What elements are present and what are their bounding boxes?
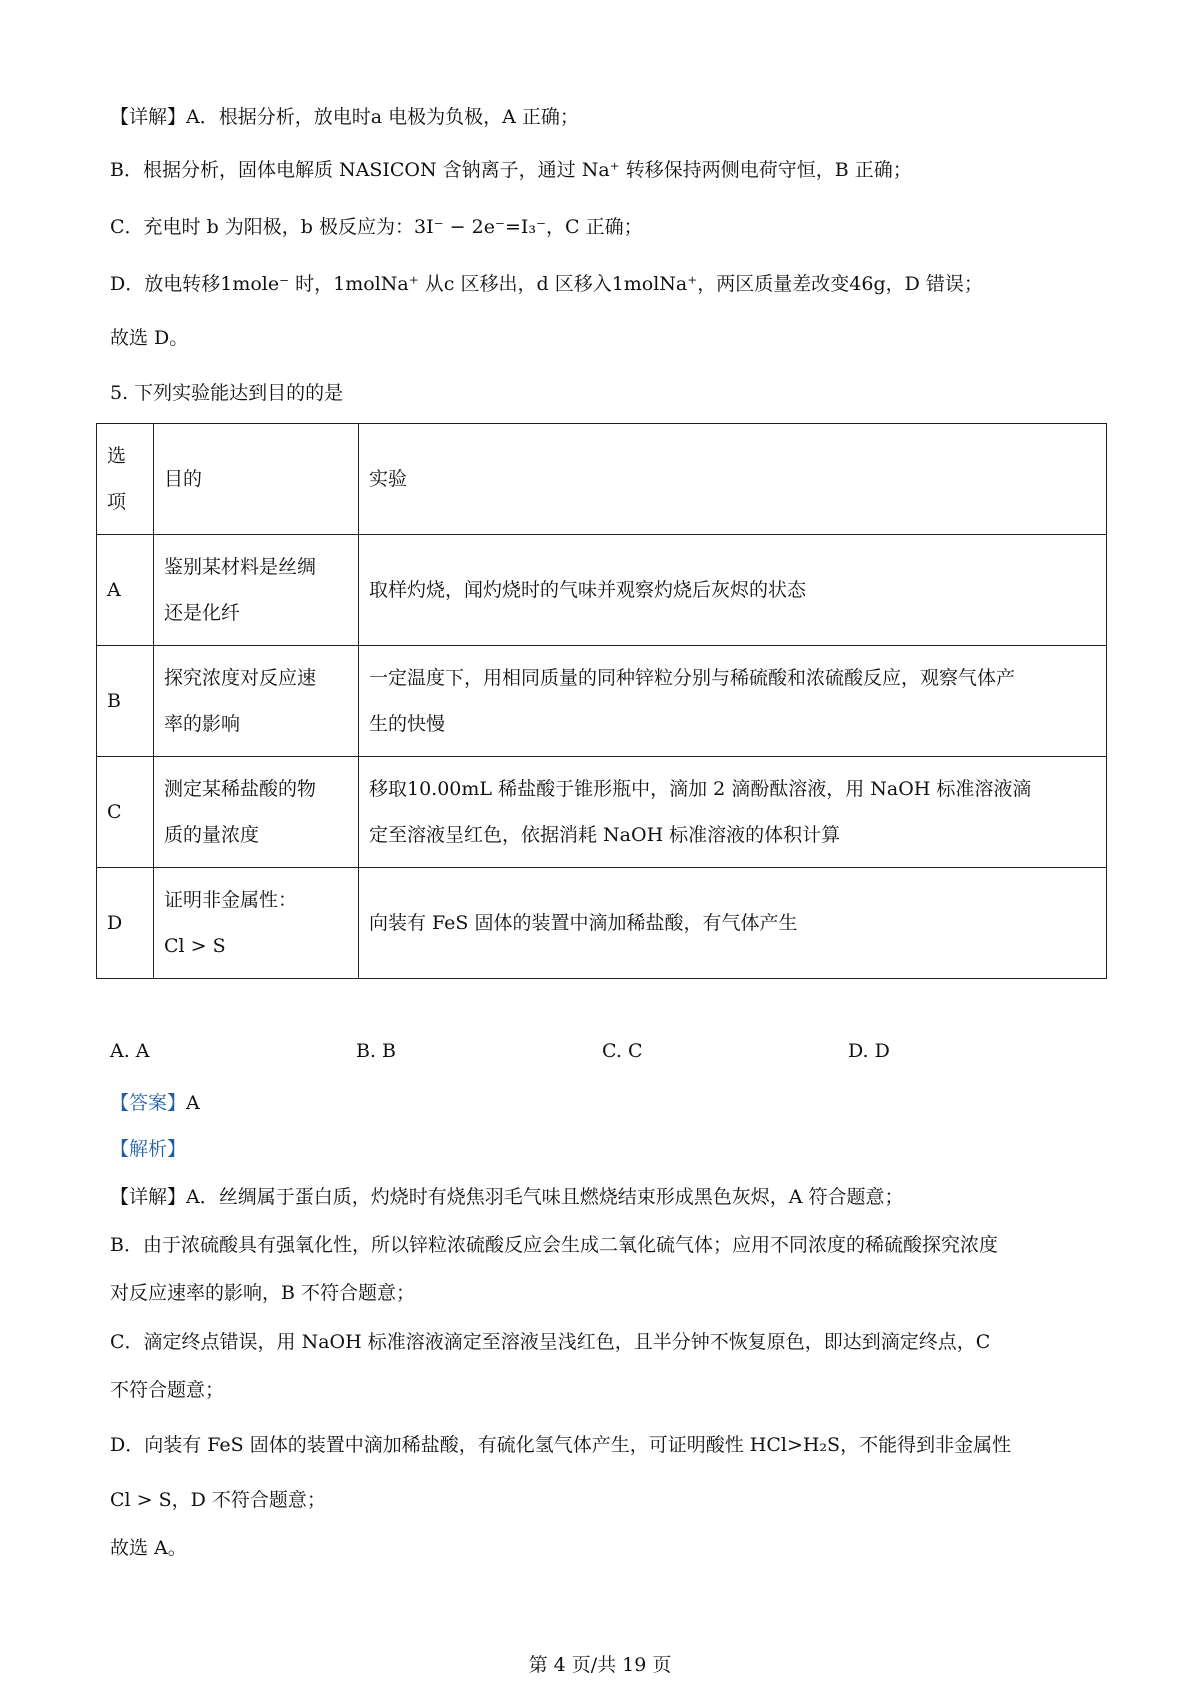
detail-line-b: B．根据分析，固体电解质 NASICON 含钠离子，通过 Na⁺ 转移保持两侧电荷守恒，B 正确； [110,159,912,181]
purpose-line: 质的量浓度 [164,824,260,846]
row-experiment [359,757,1107,868]
row-purpose [154,757,359,868]
header-option-label: 选项 [107,445,127,513]
analysis-line: Cl > S，D 不符合题意； [110,1489,326,1511]
question-stem: 5. 下列实验能达到目的的是 [110,382,344,404]
experiment-table [96,423,1107,979]
row-option: A [97,535,154,646]
answer-label: 【答案】 [110,1092,187,1114]
detail-conclusion: 故选 D。 [110,327,189,349]
row-experiment [359,646,1107,757]
header-option [97,424,154,535]
option-a: A. A [110,1040,150,1062]
analysis-line: C．滴定终点错误，用 NaOH 标准溶液滴定至溶液呈浅红色，且半分钟不恢复原色，即达到滴定终点，C [110,1331,991,1353]
analysis-label: 【解析】 [110,1138,187,1160]
analysis-line: 不符合题意； [110,1379,225,1401]
table-row [97,646,1107,757]
header-purpose: 目的 [154,424,359,535]
experiment-line: 取样灼烧，闻灼烧时的气味并观察灼烧后灰烬的状态 [369,579,807,601]
option-d: D. D [848,1040,890,1062]
analysis-conclusion: 故选 A。 [110,1537,187,1559]
table-row [97,868,1107,979]
table-row [97,535,1107,646]
detail-line-d: D．放电转移1mole⁻ 时，1molNa⁺ 从c 区移出，d 区移入1molNa⁺，两区质量差改变46g，D 错误； [110,273,983,295]
analysis-line: D．向装有 FeS 固体的装置中滴加稀盐酸，有硫化氢气体产生，可证明酸性 HCl>H₂S，不能得到非金属性 [110,1434,1012,1456]
purpose-line: 鉴别某材料是丝绸 [164,556,317,578]
answer-line [110,1088,200,1115]
experiment-line: 向装有 FeS 固体的装置中滴加稀盐酸，有气体产生 [369,912,798,934]
page-footer: 第 4 页/共 19 页 [528,1654,672,1676]
analysis-line: 【详解】A．丝绸属于蛋白质，灼烧时有烧焦羽毛气味且燃烧结束形成黑色灰烬，A 符合题意； [110,1186,904,1208]
header-experiment: 实验 [359,424,1107,535]
experiment-line: 定至溶液呈红色，依据消耗 NaOH 标准溶液的体积计算 [369,824,841,846]
table-row [97,757,1107,868]
analysis-line: B．由于浓硫酸具有强氧化性，所以锌粒浓硫酸反应会生成二氧化硫气体；应用不同浓度的稀硫酸探究浓度 [110,1234,998,1256]
row-option: B [97,646,154,757]
detail-line-c: C．充电时 b 为阳极，b 极反应为：3I⁻ − 2e⁻=I₃⁻，C 正确； [110,216,643,238]
row-option: C [97,757,154,868]
purpose-line: 还是化纤 [164,602,241,624]
experiment-line: 移取10.00mL 稀盐酸于锥形瓶中，滴加 2 滴酚酞溶液，用 NaOH 标准溶液滴 [369,778,1032,800]
purpose-line: 率的影响 [164,713,241,735]
experiment-line: 一定温度下，用相同质量的同种锌粒分别与稀硫酸和浓硫酸反应，观察气体产 [369,667,1016,689]
row-purpose [154,646,359,757]
row-purpose [154,868,359,979]
row-option: D [97,868,154,979]
experiment-line: 生的快慢 [369,713,446,735]
detail-line-a: 【详解】A．根据分析，放电时a 电极为负极，A 正确； [110,106,579,128]
row-experiment [359,868,1107,979]
option-c: C. C [602,1040,643,1062]
answer-value: A [186,1092,200,1114]
purpose-line: 测定某稀盐酸的物 [164,778,317,800]
purpose-line: 探究浓度对反应速 [164,667,317,689]
table-header-row [97,424,1107,535]
row-purpose [154,535,359,646]
purpose-line: 证明非金属性： [164,889,298,911]
option-b: B. B [356,1040,397,1062]
analysis-line: 对反应速率的影响，B 不符合题意； [110,1282,416,1304]
purpose-line: Cl > S [164,935,226,957]
row-experiment [359,535,1107,646]
